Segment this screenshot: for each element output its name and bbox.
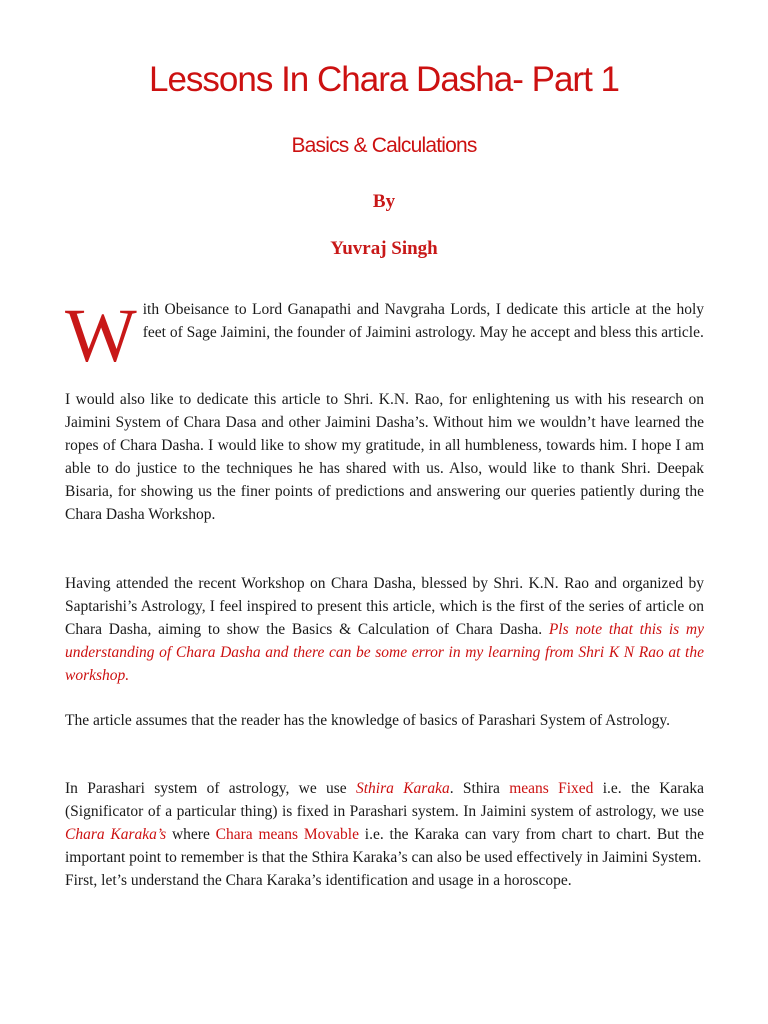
paragraph-workshop xyxy=(65,572,704,687)
byline-label: By xyxy=(372,191,396,212)
text-segment: where xyxy=(166,826,216,843)
paragraph-text: ith Obeisance to Lord Ganapathi and Navgraha Lords, I dedicate this article at the holy feet of Sage Jaimini, the founder of Jaimini astrology. May he accept and bless this article. xyxy=(142,301,704,341)
term-chara-karakas: Chara Karaka’s xyxy=(65,826,167,843)
paragraph-text: Having attended the recent Workshop on Chara Dasha, blessed by Shri. K.N. Rao and organized by Saptarishi’s Astrology, I feel inspired to present this article, which is the first of the series of article on Chara Dasha, aiming to show the Basics & Calculation of Chara Dasha. xyxy=(65,575,704,638)
paragraph-karaka xyxy=(65,777,704,892)
document-subtitle: Basics & Calculations xyxy=(291,134,477,157)
text-segment: i.e. the Karaka (Significator of a particular thing) is fixed in Parashari system. In Jaimini system of astrology, we use xyxy=(65,780,704,820)
term-means-fixed: means Fixed xyxy=(509,780,594,797)
term-chara-movable: Chara means Movable xyxy=(215,826,359,843)
drop-cap: W xyxy=(65,294,137,378)
disclaimer-note: Pls note that this is my understanding of Chara Dasha and there can be some error in my learning from Shri K N Rao at the workshop. xyxy=(65,621,704,684)
text-segment: i.e. the Karaka can vary from chart to chart. But the important point to remember is that the Sthira Karaka’s can also be used effectively in Jaimini System. xyxy=(65,826,704,866)
paragraph-acknowledgement: I would also like to dedicate this article to Shri. K.N. Rao, for enlightening us with his research on Jaimini System of Chara Dasa and other Jaimini Dasha’s. Without him we wouldn’t have learned the ropes of Chara Dasha. I would like to show my gratitude, in all humbleness, towards him. I hope I am able to do justice to the techniques he has shared with us. Also, would like to thank Shri. Deepak Bisaria, for showing us the finer points of predictions and answering our queries patiently during the Chara Dasha Workshop. xyxy=(65,391,704,523)
text-segment: . Sthira xyxy=(449,780,510,797)
text-segment: In Parashari system of astrology, we use xyxy=(65,780,356,797)
document-title: Lessons In Chara Dasha- Part 1 xyxy=(149,60,619,99)
paragraph-dedication xyxy=(65,294,704,378)
author-name: Yuvraj Singh xyxy=(330,238,438,259)
paragraph-assumption: The article assumes that the reader has the knowledge of basics of Parashari System of Astrology. xyxy=(65,712,671,729)
term-sthira-karaka: Sthira Karaka xyxy=(356,780,450,797)
text-segment: First, let’s understand the Chara Karaka’s identification and usage in a horoscope. xyxy=(65,872,572,889)
